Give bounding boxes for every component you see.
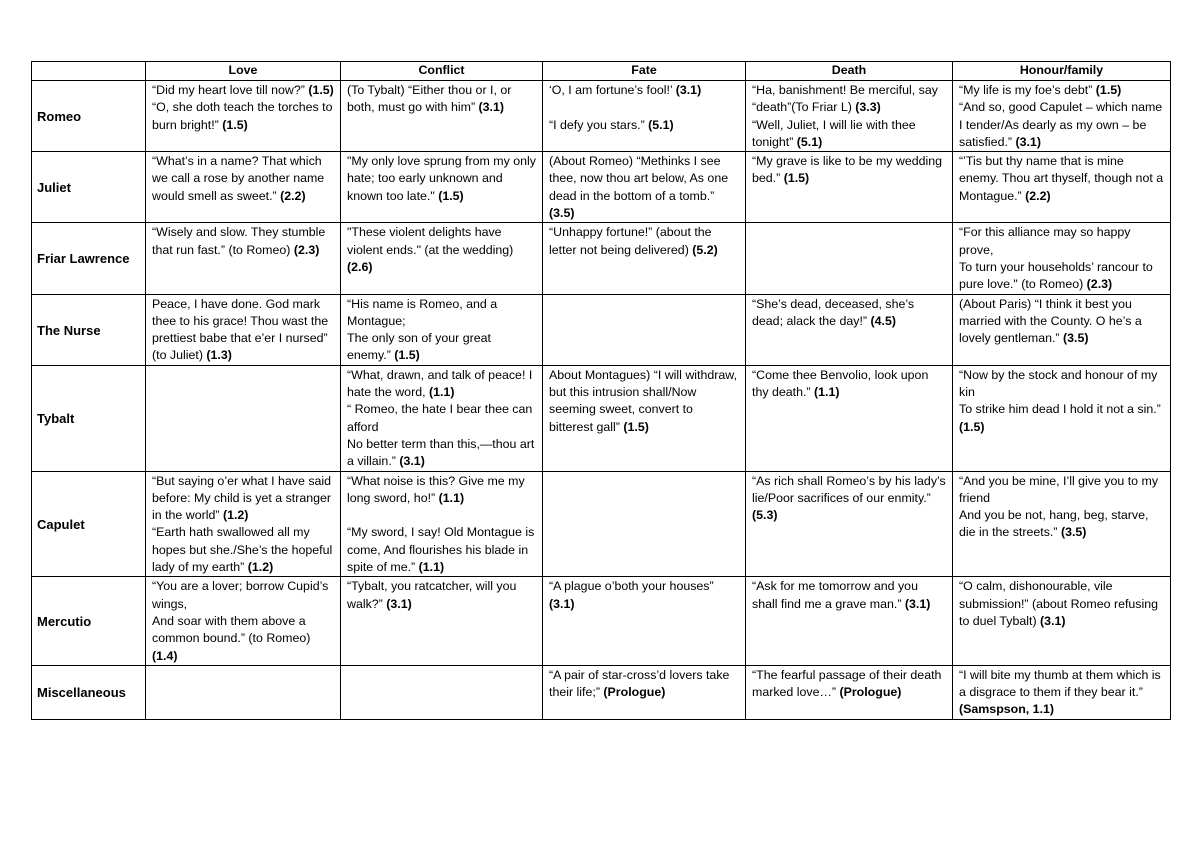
quote-text: “Ha, banishment! Be merciful, say “death”(To Friar L) (3.3) “Well, Juliet, I will lie with thee tonight” (5.1) (752, 83, 938, 149)
cell-fate (543, 577, 746, 665)
table-row-friar-lawrence (32, 223, 1171, 294)
cell-death (746, 577, 953, 665)
scene-reference: (1.1) (438, 490, 465, 505)
cell-death (746, 665, 953, 719)
quote-text: Peace, I have done. God mark thee to his grace! Thou wast the prettiest babe that e’er I nursed” (to Juliet) (1.3) (152, 296, 329, 363)
row-header-character: Juliet (32, 152, 146, 223)
quote-text: “Tybalt, you ratcatcher, will you walk?” (3.1) (347, 579, 517, 611)
header-blank (32, 62, 146, 81)
scene-reference: (4.5) (870, 313, 896, 328)
quote-text: “His name is Romeo, and a Montague; The only son of your great enemy.” (1.5) (347, 296, 498, 363)
scene-reference: (3.5) (549, 206, 575, 221)
quote-text: “The fearful passage of their death marked love…” (Prologue) (752, 667, 942, 700)
quote-text: “She’s dead, deceased, she’s dead; alack the day!” (4.5) (752, 296, 915, 328)
header-love: Love (146, 62, 341, 81)
quote-text: “And you be mine, I’ll give you to my friend And you be not, hang, beg, starve, die in the streets.” (3.5) (959, 473, 1159, 540)
scene-reference: (3.1) (675, 83, 702, 97)
quote-text: “You are a lover; borrow Cupid’s wings, And soar with them above a common bound.” (to Romeo) (1.4) (152, 579, 329, 663)
table-row-miscellaneous (32, 665, 1171, 719)
scene-reference: (3.5) (1060, 525, 1087, 540)
scene-reference: (5.2) (692, 242, 718, 257)
cell-death (746, 365, 953, 471)
scene-reference: (3.1) (1040, 613, 1066, 628)
scene-reference: (1.5) (1095, 83, 1122, 97)
cell-honour (953, 665, 1171, 719)
cell-conflict (341, 365, 543, 471)
scene-reference: (1.2) (247, 560, 274, 575)
scene-reference: (3.1) (399, 454, 425, 469)
cell-death (746, 294, 953, 365)
quote-text: (About Romeo) “Methinks I see thee, now thou art below, As one dead in the bottom of a tomb.” (3.5) (549, 154, 729, 221)
cell-honour (953, 223, 1171, 294)
header-row (32, 62, 1171, 81)
cell-conflict (341, 81, 543, 152)
scene-reference: (2.6) (347, 259, 373, 274)
cell-conflict (341, 223, 543, 294)
quote-text: “What, drawn, and talk of peace! I hate the word, (1.1) “ Romeo, the hate I bear thee can afford No better term than this,—thou art a villain.” (3.1) (347, 367, 535, 469)
cell-death (746, 223, 953, 294)
scene-reference: (1.1) (814, 385, 840, 400)
quote-text: “Did my heart love till now?” (1.5) “O, she doth teach the torches to burn bright!” (1.5) (152, 83, 334, 132)
cell-honour (953, 471, 1171, 577)
scene-reference: (2.2) (280, 188, 306, 203)
quote-text: (To Tybalt) “Either thou or I, or both, must go with him” (3.1) (347, 83, 512, 115)
table-row-the-nurse (32, 294, 1171, 365)
cell-death (746, 81, 953, 152)
scene-reference: (2.2) (1025, 188, 1051, 203)
quote-text: “As rich shall Romeo’s by his lady’s lie/Poor sacrifices of our enmity.” (5.3) (752, 473, 946, 523)
quote-text: “I will bite my thumb at them which is a disgrace to them if they bear it.” (Samspson, 1.1) (959, 667, 1161, 717)
scene-reference: (3.1) (549, 596, 575, 611)
quote-text: “’Tis but thy name that is mine enemy. Thou art thyself, though not a Montague.” (2.2) (959, 154, 1164, 203)
scene-reference: (1.5) (394, 348, 420, 363)
row-header-character: Mercutio (32, 577, 146, 665)
cell-honour (953, 81, 1171, 152)
cell-conflict (341, 471, 543, 577)
table-row-capulet (32, 471, 1171, 577)
row-header-character: Capulet (32, 471, 146, 577)
quote-text: “Ask for me tomorrow and you shall find me a grave man.” (3.1) (752, 579, 931, 611)
scene-reference: (1.3) (206, 348, 232, 363)
cell-conflict (341, 294, 543, 365)
table-row-romeo (32, 81, 1171, 152)
cell-conflict (341, 577, 543, 665)
cell-honour (953, 294, 1171, 365)
themes-quote-table (31, 61, 1171, 720)
row-header-character: Romeo (32, 81, 146, 152)
quote-text: “Come thee Benvolio, look upon thy death.” (1.1) (752, 367, 929, 400)
scene-reference: (5.1) (796, 134, 823, 149)
quote-text: “For this alliance may so happy prove, To turn your households’ rancour to pure love." (to Romeo) (2.3) (959, 225, 1153, 292)
scene-reference: (5.1) (648, 117, 674, 132)
header-honour-family: Honour/family (953, 62, 1171, 81)
scene-reference: (3.1) (904, 596, 931, 611)
quote-text: “My life is my foe’s debt” (1.5) “And so, good Capulet – which name I tender/As dearly as my own – be satisfied.” (3.1) (959, 83, 1163, 149)
cell-fate (543, 81, 746, 152)
header-conflict: Conflict (341, 62, 543, 81)
scene-reference: (1.5) (623, 419, 649, 434)
scene-reference: (3.1) (1015, 134, 1041, 149)
table-row-mercutio (32, 577, 1171, 665)
scene-reference: (1.5) (308, 83, 334, 97)
row-header-character: Miscellaneous (32, 665, 146, 719)
quote-text: "These violent delights have violent ends." (at the wedding) (2.6) (347, 225, 514, 274)
scene-reference: (2.3) (293, 242, 320, 257)
quote-text: “My grave is like to be my wedding bed.” (1.5) (752, 154, 943, 186)
scene-reference: (1.2) (222, 508, 249, 523)
scene-reference: (1.5) (222, 117, 248, 132)
cell-fate (543, 223, 746, 294)
header-fate: Fate (543, 62, 746, 81)
scene-reference: (Prologue) (603, 685, 666, 700)
scene-reference: (5.3) (752, 508, 778, 523)
cell-fate (543, 294, 746, 365)
quote-text: About Montagues) “I will withdraw, but this intrusion shall/Now seeming sweet, convert to bitterest gall” (1.5) (549, 367, 738, 434)
quote-text: “What’s in a name? That which we call a rose by another name would smell as sweet.” (2.2) (152, 154, 325, 203)
scene-reference: (1.5) (783, 171, 810, 186)
quote-text: (About Paris) “I think it best you married with the County. O he’s a lovely gentleman.” (3.5) (959, 296, 1142, 346)
cell-fate (543, 665, 746, 719)
row-header-character: Tybalt (32, 365, 146, 471)
cell-love (146, 665, 341, 719)
quote-text: “A plague o’both your houses” (3.1) (549, 579, 714, 611)
quote-text: “A pair of star-cross’d lovers take their life;” (Prologue) (549, 667, 730, 700)
scene-reference: (3.1) (386, 596, 412, 611)
scene-reference: (1.4) (152, 648, 178, 663)
cell-fate (543, 365, 746, 471)
cell-fate (543, 152, 746, 223)
cell-love (146, 471, 341, 577)
scene-reference: (1.5) (959, 419, 985, 434)
table-row-juliet (32, 152, 1171, 223)
cell-death (746, 471, 953, 577)
cell-conflict (341, 152, 543, 223)
cell-love (146, 577, 341, 665)
scene-reference: (3.1) (478, 100, 505, 115)
cell-love (146, 152, 341, 223)
cell-conflict (341, 665, 543, 719)
header-death: Death (746, 62, 953, 81)
row-header-character: Friar Lawrence (32, 223, 146, 294)
quote-text: "My only love sprung from my only hate; too early unknown and known too late." (1.5) (347, 154, 536, 203)
scene-reference: (1.1) (418, 560, 445, 575)
row-header-character: The Nurse (32, 294, 146, 365)
scene-reference: (1.1) (428, 385, 455, 400)
table-row-tybalt (32, 365, 1171, 471)
quote-text: “Wisely and slow. They stumble that run fast.” (to Romeo) (2.3) (152, 225, 326, 257)
scene-reference: (Prologue) (839, 685, 902, 700)
cell-fate (543, 471, 746, 577)
cell-love (146, 294, 341, 365)
scene-reference: (1.5) (438, 188, 464, 203)
cell-love (146, 223, 341, 294)
scene-reference: (Samspson, 1.1) (959, 702, 1055, 717)
quote-text: “What noise is this? Give me my long sword, ho!” (1.1) “My sword, I say! Old Montague is come, And flourishes his blade in spite of me.” (1.1) (347, 473, 535, 575)
cell-honour (953, 577, 1171, 665)
quote-text: “O calm, dishonourable, vile submission!” (about Romeo refusing to duel Tybalt) (3.1) (959, 579, 1159, 628)
quote-text: “But saying o’er what I have said before: My child is yet a stranger in the world” (1.2) “Earth hath swallowed all my hopes but she./She’s the hopeful lady of my earth” (1.2) (152, 473, 333, 575)
scene-reference: (3.5) (1063, 331, 1089, 346)
scene-reference: (2.3) (1086, 277, 1113, 292)
cell-death (746, 152, 953, 223)
cell-honour (953, 152, 1171, 223)
quote-text: “Unhappy fortune!” (about the letter not being delivered) (5.2) (549, 225, 718, 257)
cell-love (146, 81, 341, 152)
cell-love (146, 365, 341, 471)
quote-text: “Now by the stock and honour of my kin To strike him dead I hold it not a sin.” (1.5) (959, 367, 1161, 434)
cell-honour (953, 365, 1171, 471)
quote-text: ‘O, I am fortune’s fool!’ (3.1) “I defy you stars.” (5.1) (549, 83, 702, 132)
scene-reference: (3.3) (855, 100, 881, 115)
